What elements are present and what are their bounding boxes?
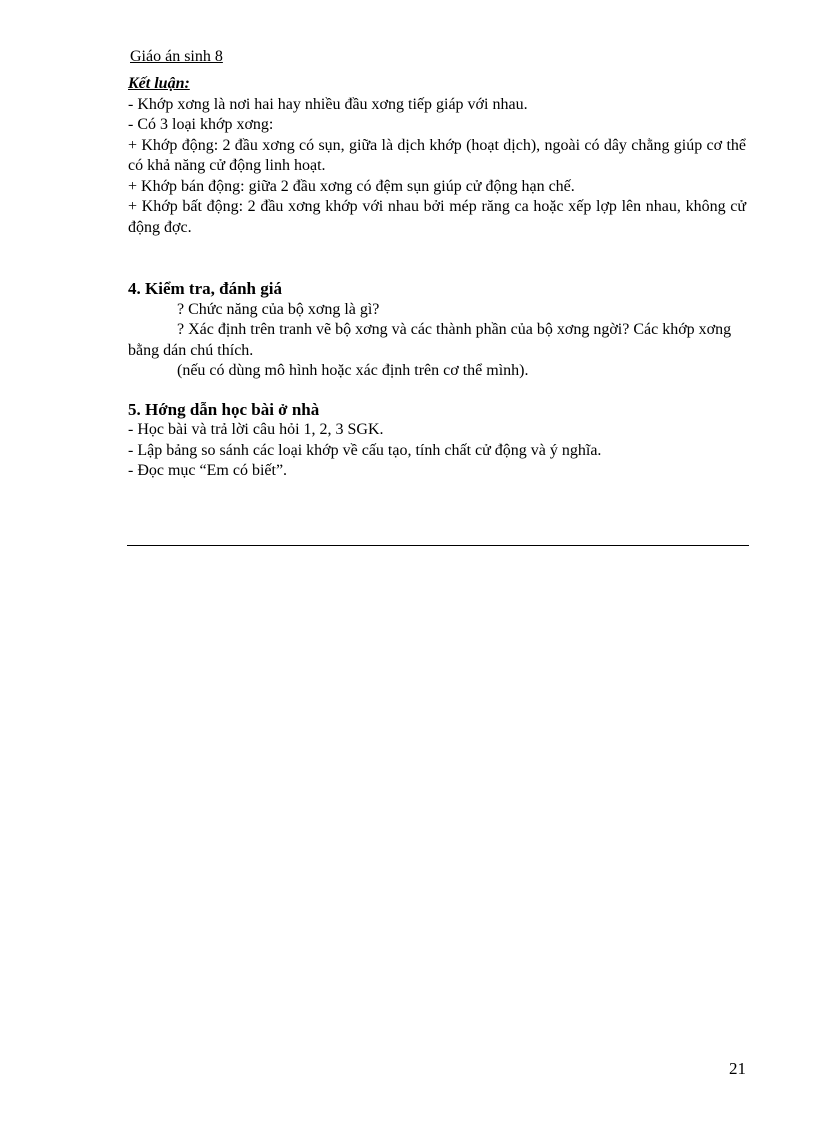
conclusion-line: - Khớp xơng là nơi hai hay nhiều đầu xơng tiếp giáp với nhau. <box>128 95 528 113</box>
page-content <box>128 74 746 482</box>
conclusion-title: Kết luận: <box>128 75 190 92</box>
conclusion-line: + Khớp bán động: giữa 2 đầu xơng có đệm sụn giúp cử động hạn chế. <box>128 177 575 195</box>
horizontal-rule <box>127 545 749 546</box>
section-5-title: 5. Hớng dẫn học bài ở nhà <box>128 399 320 419</box>
homework-item: - Đọc mục “Em có biết”. <box>128 462 288 479</box>
homework-item: - Học bài và trả lời câu hỏi 1, 2, 3 SGK. <box>128 421 384 438</box>
spacer <box>128 382 746 400</box>
question-2: ? Xác định trên tranh vẽ bộ xơng và các thành phần của bộ xơng ngời? Các khớp xơng bằng dán chú thích. <box>128 321 732 359</box>
question-note: (nếu có dùng mô hình hoặc xác định trên cơ thể mình). <box>177 362 529 379</box>
section-4-title: 4. Kiểm tra, đánh giá <box>128 279 282 298</box>
question-1: ? Chức năng của bộ xơng là gì? <box>177 300 380 318</box>
page-number: 21 <box>729 1059 746 1078</box>
page-header: Giáo án sinh 8 <box>130 48 223 65</box>
conclusion-line: + Khớp bất động: 2 đầu xơng khớp với nhau bởi mép răng ca hoặc xếp lợp lên nhau, không cử động đợc. <box>128 198 746 236</box>
spacer <box>128 238 746 279</box>
conclusion-line: - Có 3 loại khớp xơng: <box>128 116 274 133</box>
conclusion-line: + Khớp động: 2 đầu xơng có sụn, giữa là dịch khớp (hoạt dịch), ngoài có dây chằng giúp cơ thể có khả năng cử động linh hoạt. <box>128 136 746 174</box>
homework-item: - Lập bảng so sánh các loại khớp về cấu tạo, tính chất cử động và ý nghĩa. <box>128 441 602 459</box>
